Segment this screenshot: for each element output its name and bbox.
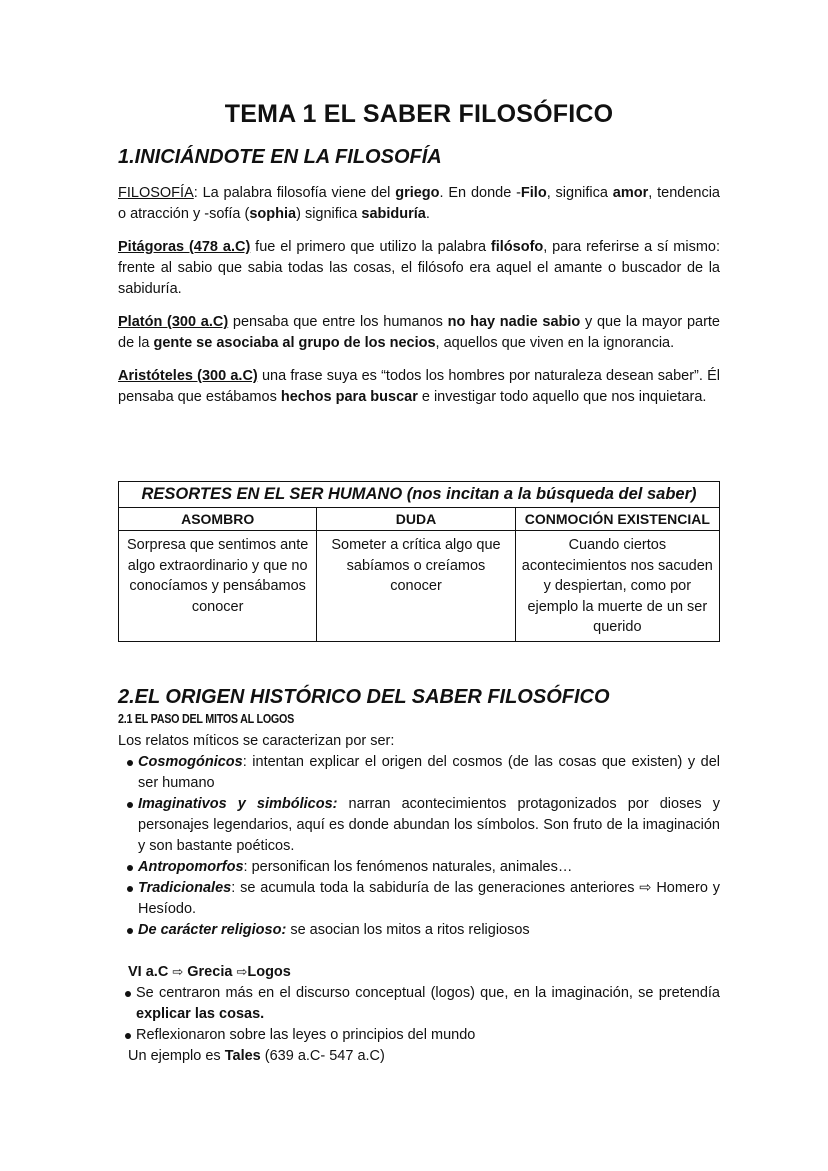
list-item: Antropomorfos: personifican los fenómenos naturales, animales…	[118, 857, 720, 878]
table-title: RESORTES EN EL SER HUMANO (nos incitan a la búsqueda del saber)	[119, 482, 720, 508]
table-cell-asombro: Sorpresa que sentimos ante algo extraordinario y que no conocíamos y pensábamos conocer	[119, 531, 317, 642]
table-cell-duda: Someter a crítica algo que sabíamos o creíamos conocer	[317, 531, 515, 642]
paragraph-pitagoras: Pitágoras (478 a.C) fue el primero que utilizo la palabra filósofo, para referirse a sí mismo: frente al sabio que sabia todas las cosas, el filósofo era aquel el amante o buscador de la sabiduría.	[118, 239, 720, 297]
resortes-table	[118, 481, 720, 642]
paragraph-aristoteles: Aristóteles (300 a.C) una frase suya es “todos los hombres por naturaleza desean saber”. Él pensaba que estábamos hechos para buscar e investigar todo aquello que nos inquietara.	[118, 368, 720, 405]
table-cell-conmocion: Cuando ciertos acontecimientos nos sacuden y despiertan, como por ejemplo la muerte de un ser querido	[515, 531, 719, 642]
arrow-right-icon: ⇨	[236, 965, 248, 980]
mitos-intro: Los relatos míticos se caracterizan por ser:	[118, 733, 395, 749]
logos-chain: VI a.C ⇨ Grecia ⇨Logos	[128, 964, 291, 980]
arrow-right-icon: ⇨	[172, 965, 184, 980]
table-header-asombro: ASOMBRO	[119, 507, 317, 531]
paragraph-platon: Platón (300 a.C) pensaba que entre los humanos no hay nadie sabio y que la mayor parte de la gente se asociaba al grupo de los necios, aquellos que viven en la ignorancia.	[118, 314, 720, 351]
section2-body	[118, 731, 720, 1067]
section2-heading: 2.EL ORIGEN HISTÓRICO DEL SABER FILOSÓFICO	[118, 686, 610, 708]
list-item: Se centraron más en el discurso conceptual (logos) que, en la imaginación, se pretendía explicar las cosas.	[116, 983, 720, 1025]
mitos-list	[118, 752, 720, 941]
list-item: Tradicionales: se acumula toda la sabiduría de las generaciones anteriores ⇨ Homero y Hesíodo.	[118, 878, 720, 920]
document-title: TEMA 1 EL SABER FILOSÓFICO	[224, 100, 614, 128]
section1-body	[118, 183, 720, 408]
list-item: Imaginativos y simbólicos: narran acontecimientos protagonizados por dioses y personajes legendarios, aquí es donde abundan los símbolos. Son fruto de la imaginación y son bastante poéticos.	[118, 794, 720, 857]
list-item: Reflexionaron sobre las leyes o principios del mundo	[116, 1025, 720, 1046]
section2-subheading: 2.1 EL PASO DEL MITOS AL LOGOS	[118, 712, 295, 726]
list-item: De carácter religioso: se asocian los mitos a ritos religiosos	[118, 920, 720, 941]
section1-heading: 1.INICIÁNDOTE EN LA FILOSOFÍA	[118, 146, 442, 168]
tales-example: Un ejemplo es Tales (639 a.C- 547 a.C)	[128, 1048, 385, 1064]
table-header-conmocion: CONMOCIÓN EXISTENCIAL	[515, 507, 719, 531]
logos-list	[116, 983, 720, 1046]
table-header-duda: DUDA	[317, 507, 515, 531]
paragraph-filosofia: FILOSOFÍA: La palabra filosofía viene del griego. En donde -Filo, significa amor, tendencia o atracción y -sofía (sophia) significa sabiduría.	[118, 185, 720, 222]
list-item: Cosmogónicos: intentan explicar el origen del cosmos (de las cosas que existen) y del ser humano	[118, 752, 720, 794]
